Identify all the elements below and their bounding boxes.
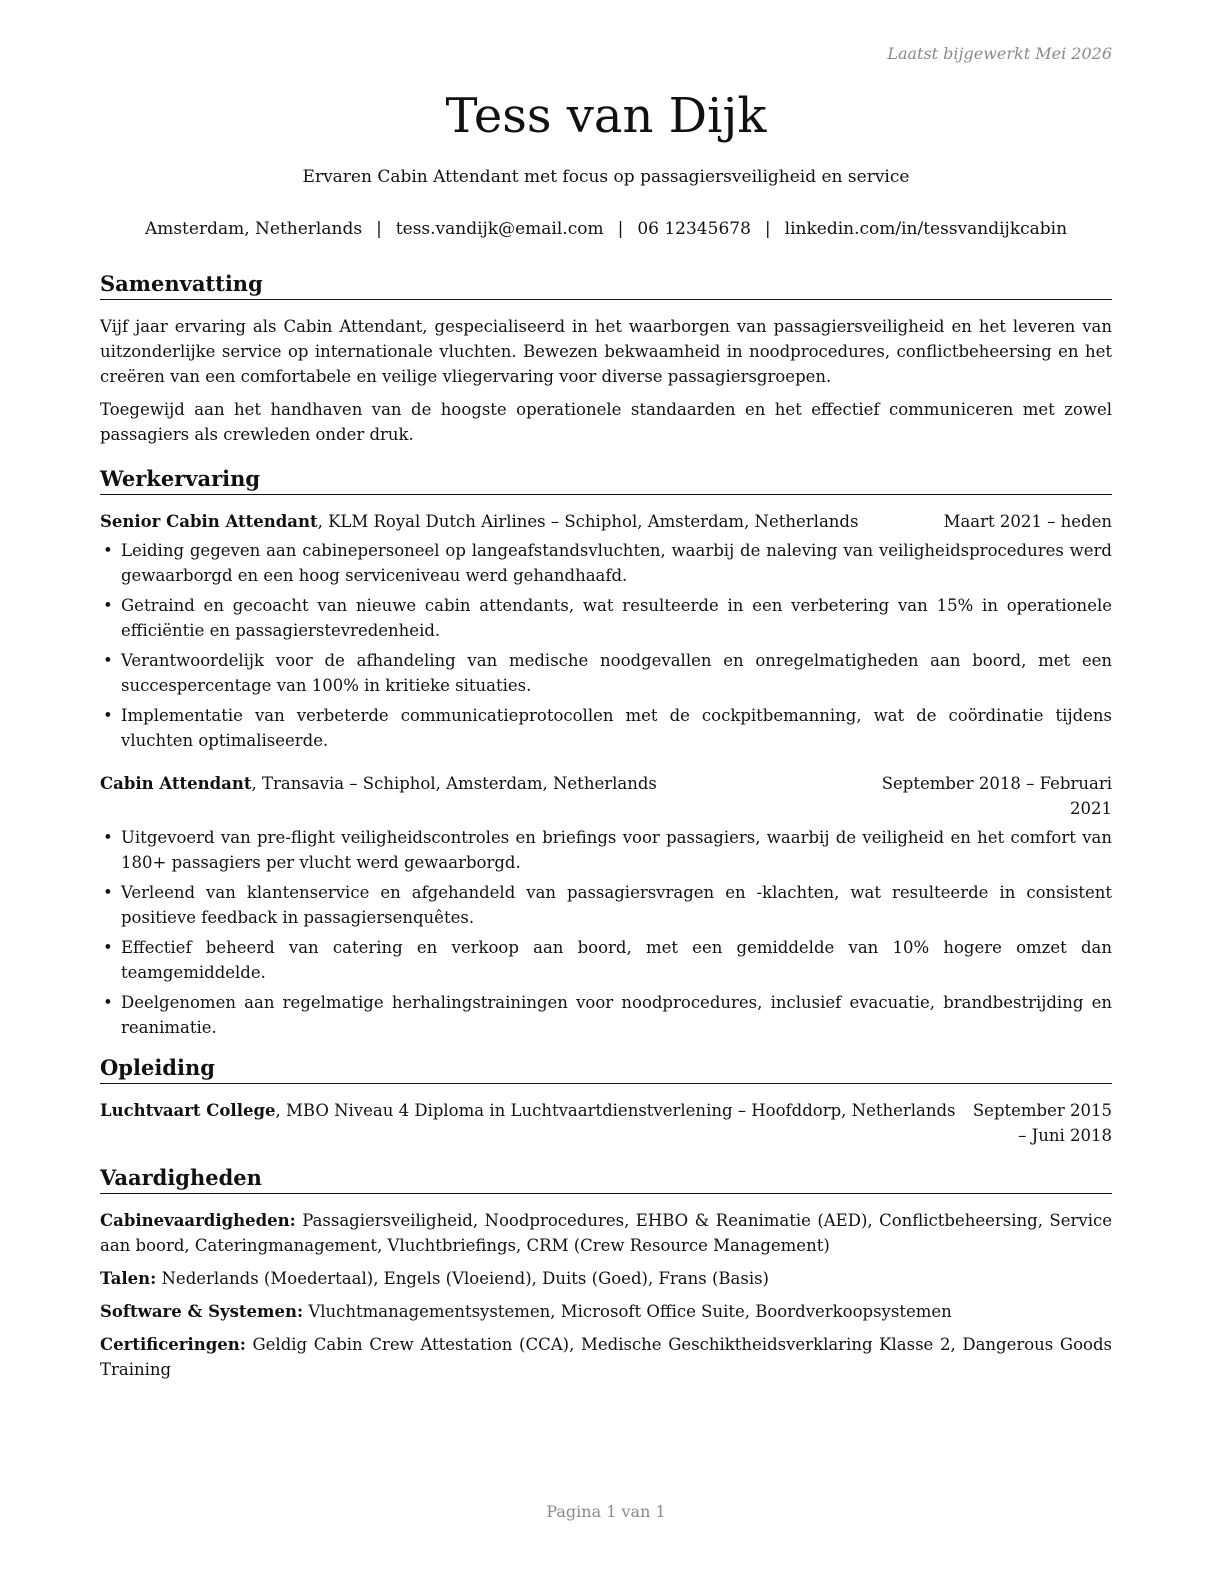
bullet-text: Verleend van klantenservice en afgehandeld van passagiersvragen en -klachten, wat resulteerde in consistent positieve feedback in passagiersenquêtes.	[121, 883, 1112, 927]
job-date: Maart 2021 – heden	[943, 512, 1112, 531]
education-entry	[100, 1098, 1112, 1148]
job-entry	[100, 771, 1112, 1040]
job-header	[100, 509, 1112, 534]
contact-location: Amsterdam, Netherlands	[144, 219, 363, 239]
contact-separator: |	[376, 219, 382, 239]
contact-separator: |	[764, 219, 771, 239]
education-date: September 2015 – Juni 2018	[972, 1101, 1112, 1145]
summary-heading: Samenvatting	[100, 270, 1112, 300]
job-role: Cabin Attendant	[100, 774, 252, 793]
summary-section	[100, 270, 1112, 447]
bullet-dot-icon: •	[103, 541, 113, 560]
skill-line	[100, 1332, 1112, 1382]
bullet-dot-icon: •	[103, 651, 113, 670]
summary-paragraph: Toegewijd aan het handhaven van de hoogste operationele standaarden en het effectief communiceren met zowel passagiers als crewleden onder druk.	[100, 400, 1112, 444]
resume-body	[100, 270, 1112, 1390]
page-number: Pagina 1 van 1	[546, 1502, 666, 1521]
summary-paragraph: Vijf jaar ervaring als Cabin Attendant, gespecialiseerd in het waarborgen van passagiersveiligheid en het leveren van uitzonderlijke service op internationale vluchten. Bewezen bekwaamheid in noodprocedures, conflictbeheersing en het creëren van een comfortabele en veilige vliegervaring voor diverse passagiersgroepen.	[100, 317, 1112, 386]
bullet-item	[100, 880, 1112, 930]
skill-value: Vluchtmanagementsystemen, Microsoft Office Suite, Boordverkoopsystemen	[303, 1302, 952, 1321]
skills-section	[100, 1164, 1112, 1382]
bullet-text: Getraind en gecoacht van nieuwe cabin attendants, wat resulteerde in een verbetering van 15% in operationele efficiëntie en passagierstevredenheid.	[121, 596, 1112, 640]
bullet-text: Implementatie van verbeterde communicatieprotocollen met de cockpitbemanning, wat de coördinatie tijdens vluchten optimaliseerde.	[121, 706, 1112, 750]
bullet-text: Verantwoordelijk voor de afhandeling van medische noodgevallen en onregelmatigheden aan boord, met een succespercentage van 100% in kritieke situaties.	[121, 651, 1112, 695]
job-bullets	[100, 825, 1112, 1040]
contact-email[interactable]: tess.vandijk@email.com	[395, 219, 604, 239]
skill-line	[100, 1299, 1112, 1324]
bullet-dot-icon: •	[103, 706, 113, 725]
job-role: Senior Cabin Attendant	[100, 512, 318, 531]
job-date: September 2018 – Februari 2021	[881, 774, 1112, 818]
education-detail: , MBO Niveau 4 Diploma in Luchtvaartdienstverlening – Hoofddorp, Netherlands	[275, 1101, 956, 1120]
bullet-item	[100, 648, 1112, 698]
resume-page	[100, 0, 1112, 1584]
job-bullets	[100, 538, 1112, 753]
contact-line	[100, 219, 1112, 239]
job-entry	[100, 509, 1112, 753]
skill-line	[100, 1208, 1112, 1258]
bullet-dot-icon: •	[103, 938, 113, 957]
bullet-dot-icon: •	[103, 596, 113, 615]
bullet-item	[100, 538, 1112, 588]
candidate-name: Tess van Dijk	[445, 88, 767, 144]
bullet-text: Uitgevoerd van pre-flight veiligheidscontroles en briefings voor passagiers, waarbij de veiligheid en het comfort van 180+ passagiers per vlucht werd gewaarborgd.	[121, 828, 1112, 872]
bullet-item	[100, 990, 1112, 1040]
skill-label: Certificeringen:	[100, 1335, 246, 1354]
contact-phone: 06 12345678	[637, 219, 751, 239]
bullet-dot-icon: •	[103, 993, 113, 1012]
education-school-line	[100, 1098, 972, 1148]
bullet-item	[100, 703, 1112, 753]
skill-label: Talen:	[100, 1269, 157, 1288]
job-title-line	[100, 509, 858, 534]
experience-section	[100, 465, 1112, 1040]
bullet-dot-icon: •	[103, 883, 113, 902]
job-company: , Transavia – Schiphol, Amsterdam, Netherlands	[251, 774, 657, 793]
skill-label: Software & Systemen:	[100, 1302, 304, 1321]
candidate-subtitle: Ervaren Cabin Attendant met focus op passagiersveiligheid en service	[302, 167, 910, 187]
skill-value: Nederlands (Moedertaal), Engels (Vloeiend), Duits (Goed), Frans (Basis)	[156, 1269, 769, 1288]
education-section	[100, 1054, 1112, 1148]
bullet-item	[100, 935, 1112, 985]
job-title-line	[100, 771, 657, 796]
skill-label: Cabinevaardigheden:	[100, 1211, 296, 1230]
bullet-item	[100, 593, 1112, 643]
education-heading: Opleiding	[100, 1054, 1112, 1084]
skills-heading: Vaardigheden	[100, 1164, 1112, 1194]
bullet-item	[100, 825, 1112, 875]
skill-value: Passagiersveiligheid, Noodprocedures, EHBO & Reanimatie (AED), Conflictbeheersing, Service aan boord, Cateringmanagement, Vluchtbriefings, CRM (Crew Resource Management)	[100, 1211, 1112, 1255]
skill-line	[100, 1266, 1112, 1291]
bullet-text: Leiding gegeven aan cabinepersoneel op langeafstandsvluchten, waarbij de naleving van veiligheidsprocedures werd gewaarborgd en een hoog serviceniveau werd gehandhaafd.	[121, 541, 1112, 585]
last-updated-label: Laatst bijgewerkt Mei 2026	[887, 44, 1112, 63]
education-school: Luchtvaart College	[100, 1101, 276, 1120]
job-header	[100, 771, 1112, 821]
skill-value: Geldig Cabin Crew Attestation (CCA), Medische Geschiktheidsverklaring Klasse 2, Dangerous Goods Training	[100, 1335, 1112, 1379]
experience-heading: Werkervaring	[100, 465, 1112, 495]
contact-separator: |	[617, 219, 624, 239]
contact-linkedin[interactable]: linkedin.com/in/tessvandijkcabin	[784, 219, 1068, 239]
bullet-dot-icon: •	[103, 828, 113, 847]
bullet-text: Effectief beheerd van catering en verkoop aan boord, met een gemiddelde van 10% hogere omzet dan teamgemiddelde.	[121, 938, 1112, 982]
job-company: , KLM Royal Dutch Airlines – Schiphol, Amsterdam, Netherlands	[317, 512, 859, 531]
bullet-text: Deelgenomen aan regelmatige herhalingstrainingen voor noodprocedures, inclusief evacuatie, brandbestrijding en reanimatie.	[121, 993, 1112, 1037]
